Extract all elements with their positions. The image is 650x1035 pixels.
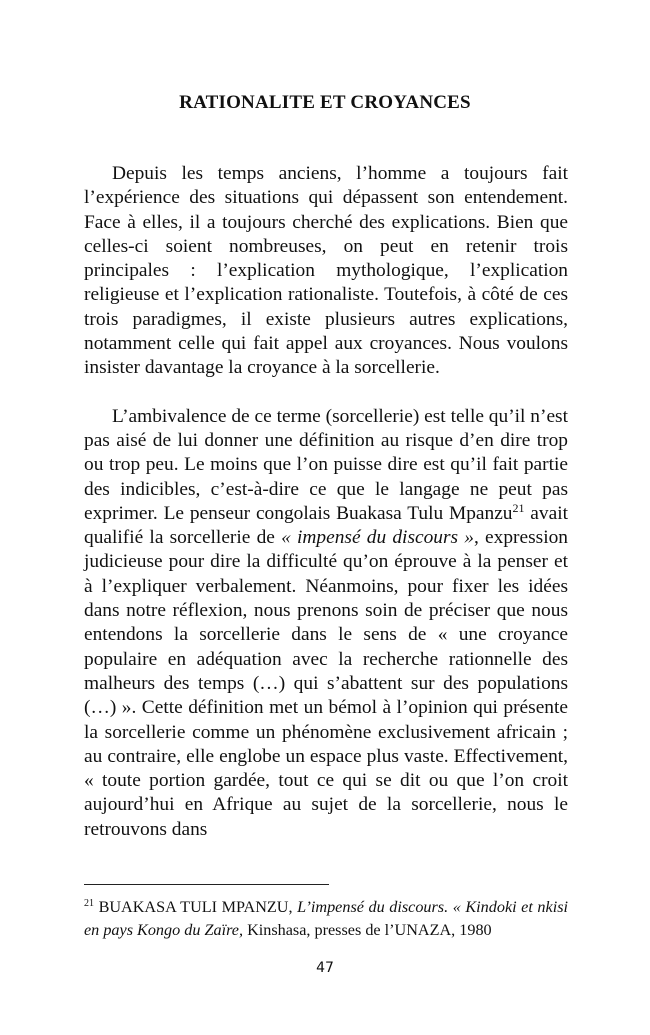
footnote-reference[interactable]: 21 (512, 500, 525, 515)
paragraph-1: Depuis les temps anciens, l’homme a toujours fait l’expérience des situations qui dépassent son entendement. Face à elles, il a toujours cherché des explications. Bien que celles-ci soient nombreuses, on peut en retenir trois principales : l’explication mythologique, l’explication religieuse et l’explication rationaliste. Toutefois, à côté de ces trois paradigmes, il existe plusieurs autres explications, notamment celle qui fait appel aux croyances. Nous voulons insister davantage la croyance à la sorcellerie. (84, 163, 568, 379)
paragraph-2-part-3: , expression judicieuse pour dire la difficulté qu’on éprouve à la penser et à l’expliquer verbalement. Néanmoins, pour fixer les idées dans notre réflexion, nous prenons soin de préciser que nous entendons la sorcellerie dans le sens de « une croyance populaire en adéquation avec la recherche rationnelle des malheurs des temps (…) qui s’abattent sur des populations (…) ». Cette définition met un bémol à l’opinion qui présente la sorcellerie comme un phénomène exclusivement africain ; au contraire, elle englobe un espace plus vaste. Effectivement, « toute portion gardée, tout ce qui se dit ou que l’on croit aujourd’hui en Afrique au sujet de la sorcellerie, nous le retrouvons dans (84, 527, 568, 840)
paragraph-2-part-2: avait qualifié la sorcellerie de (84, 502, 568, 549)
footnote-publisher: Kinshasa, presses de l’UNAZA, 1980 (243, 921, 492, 939)
footnote-work-title: L’impensé du discours. « Kindoki et nkisi en pays Kongo du Zaïre, (84, 898, 568, 939)
page-title: RATIONALITE ET CROYANCES (179, 92, 471, 113)
footnote-author: BUAKASA TULI MPANZU, (98, 898, 298, 916)
footnote-divider (84, 884, 329, 885)
emphasis-quote: « impensé du discours » (281, 527, 474, 549)
paragraph-2-part-1: L’ambivalence de ce terme (sorcellerie) est telle qu’il n’est pas aisé de lui donner une définition au risque d’en dire trop ou trop peu. Le moins que l’on puisse dire est qu’il fait partie des indicibles, c’est-à-dire ce que le langage ne peut pas exprimer. Le penseur congolais Buakasa Tulu Mpanzu (84, 405, 568, 524)
page-number: 47 (316, 960, 334, 976)
footnote-number: 21 (84, 898, 94, 909)
footnote (84, 896, 568, 942)
paragraph-2 (84, 405, 568, 842)
body-text (84, 162, 568, 842)
